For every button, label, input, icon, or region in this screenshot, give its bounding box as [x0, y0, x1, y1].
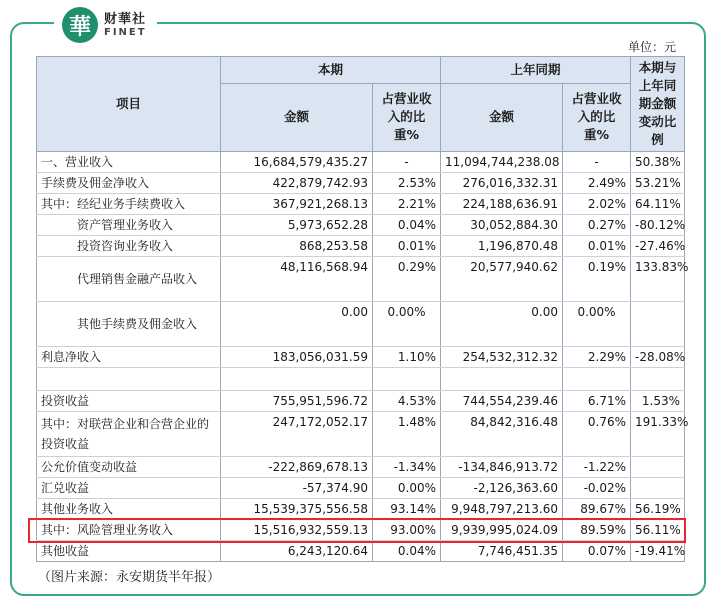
- change-pct: -19.41%: [631, 541, 685, 562]
- prev-share: 0.07%: [563, 541, 631, 562]
- cur-amount: 6,243,120.64: [221, 541, 373, 562]
- table-row: [37, 412, 685, 457]
- header-prior-period: 上年同期: [441, 57, 631, 84]
- cur-amount: -57,374.90: [221, 478, 373, 499]
- prev-amount: 9,939,995,024.09: [441, 520, 563, 541]
- change-pct: 53.21%: [631, 173, 685, 194]
- cur-amount: 15,516,932,559.13: [221, 520, 373, 541]
- cur-share: 1.48%: [373, 412, 441, 457]
- header-prev-amount: 金额: [441, 83, 563, 151]
- row-label: 资产管理业务收入: [37, 215, 221, 236]
- row-label: 其他手续费及佣金收入: [37, 302, 221, 347]
- prev-share: 2.29%: [563, 347, 631, 368]
- change-pct: [631, 302, 685, 347]
- prev-amount: 84,842,316.48: [441, 412, 563, 457]
- row-label: 手续费及佣金净收入: [37, 173, 221, 194]
- prev-amount: 20,577,940.62: [441, 257, 563, 302]
- prev-amount: 744,554,239.46: [441, 391, 563, 412]
- prev-share: 6.71%: [563, 391, 631, 412]
- prev-share: 0.76%: [563, 412, 631, 457]
- cur-amount: 0.00: [221, 302, 373, 347]
- prev-share: 0.27%: [563, 215, 631, 236]
- row-label: 其他收益: [37, 541, 221, 562]
- cur-share: 4.53%: [373, 391, 441, 412]
- row-label: 其他业务收入: [37, 499, 221, 520]
- prev-amount: 254,532,312.32: [441, 347, 563, 368]
- prev-share: 89.59%: [563, 520, 631, 541]
- prev-amount: 7,746,451.35: [441, 541, 563, 562]
- table-row: [37, 347, 685, 368]
- cur-amount: 48,116,568.94: [221, 257, 373, 302]
- table-row-highlighted: [37, 520, 685, 541]
- cur-amount: 183,056,031.59: [221, 347, 373, 368]
- prev-share: 2.02%: [563, 194, 631, 215]
- table-row: [37, 152, 685, 173]
- cur-amount: 422,879,742.93: [221, 173, 373, 194]
- prev-share: 2.49%: [563, 173, 631, 194]
- change-pct: 56.11%: [631, 520, 685, 541]
- cur-amount: -222,869,678.13: [221, 457, 373, 478]
- prev-share: 0.00%: [563, 302, 631, 347]
- change-pct: 191.33%: [631, 412, 685, 457]
- logo-en-text: FINET: [104, 26, 147, 38]
- header-prev-share: 占营业收入的比重%: [563, 83, 631, 151]
- cur-amount: 15,539,375,556.58: [221, 499, 373, 520]
- change-pct: -27.46%: [631, 236, 685, 257]
- image-source-caption: （图片来源：永安期货半年报）: [38, 570, 221, 585]
- change-pct: -28.08%: [631, 347, 685, 368]
- prev-share: 0.19%: [563, 257, 631, 302]
- finet-logo: [54, 6, 157, 44]
- prev-share: 89.67%: [563, 499, 631, 520]
- cur-share: -: [373, 152, 441, 173]
- table-row: [37, 541, 685, 562]
- cur-share: 0.00%: [373, 302, 441, 347]
- header-cur-share: 占营业收入的比重%: [373, 83, 441, 151]
- header-item: 项目: [37, 57, 221, 152]
- cur-share: 93.00%: [373, 520, 441, 541]
- row-label: 一、营业收入: [37, 152, 221, 173]
- logo-cn-text: 财華社: [104, 11, 147, 27]
- table-row: [37, 302, 685, 347]
- prev-amount: 9,948,797,213.60: [441, 499, 563, 520]
- prev-amount: 0.00: [441, 302, 563, 347]
- table-row: [37, 391, 685, 412]
- cur-amount: 868,253.58: [221, 236, 373, 257]
- prev-share: -: [563, 152, 631, 173]
- cur-share: 0.01%: [373, 236, 441, 257]
- prev-amount: 276,016,332.31: [441, 173, 563, 194]
- table-row: [37, 257, 685, 302]
- table-row: [37, 478, 685, 499]
- table-row: [37, 194, 685, 215]
- table-row: [37, 457, 685, 478]
- row-label: 公允价值变动收益: [37, 457, 221, 478]
- cur-share: 1.10%: [373, 347, 441, 368]
- logo-mark-icon: 華: [62, 7, 98, 43]
- cur-share: 93.14%: [373, 499, 441, 520]
- change-pct: 133.83%: [631, 257, 685, 302]
- prev-share: -1.22%: [563, 457, 631, 478]
- cur-amount: 16,684,579,435.27: [221, 152, 373, 173]
- table-row: [37, 236, 685, 257]
- cur-amount: 247,172,052.17: [221, 412, 373, 457]
- change-pct: 1.53%: [631, 391, 685, 412]
- spacer-row: [37, 368, 685, 391]
- cur-share: 0.04%: [373, 215, 441, 236]
- row-label: 利息净收入: [37, 347, 221, 368]
- income-table: [36, 56, 689, 562]
- row-label: 其中：经纪业务手续费收入: [37, 194, 221, 215]
- prev-amount: 1,196,870.48: [441, 236, 563, 257]
- row-label: 其中：风险管理业务收入: [37, 520, 221, 541]
- change-pct: 50.38%: [631, 152, 685, 173]
- table-row: [37, 499, 685, 520]
- change-pct: 64.11%: [631, 194, 685, 215]
- header-change: 本期与上年同期金额变动比例: [631, 57, 685, 152]
- change-pct: [631, 457, 685, 478]
- cur-share: 2.53%: [373, 173, 441, 194]
- prev-amount: 11,094,744,238.08: [441, 152, 563, 173]
- unit-label: 单位：元: [627, 40, 676, 54]
- prev-share: 0.01%: [563, 236, 631, 257]
- prev-amount: -134,846,913.72: [441, 457, 563, 478]
- row-label: 投资咨询业务收入: [37, 236, 221, 257]
- row-label: 投资收益: [37, 391, 221, 412]
- cur-amount: 5,973,652.28: [221, 215, 373, 236]
- change-pct: 56.19%: [631, 499, 685, 520]
- cur-share: 0.00%: [373, 478, 441, 499]
- prev-share: -0.02%: [563, 478, 631, 499]
- cur-amount: 367,921,268.13: [221, 194, 373, 215]
- change-pct: -80.12%: [631, 215, 685, 236]
- change-pct: [631, 478, 685, 499]
- prev-amount: 224,188,636.91: [441, 194, 563, 215]
- row-label: 其中：对联营企业和合营企业的投资收益: [37, 412, 221, 457]
- cur-share: 2.21%: [373, 194, 441, 215]
- prev-amount: -2,126,363.60: [441, 478, 563, 499]
- header-cur-amount: 金额: [221, 83, 373, 151]
- row-label: 代理销售金融产品收入: [37, 257, 221, 302]
- header-current-period: 本期: [221, 57, 441, 84]
- prev-amount: 30,052,884.30: [441, 215, 563, 236]
- row-label: 汇兑收益: [37, 478, 221, 499]
- table-row: [37, 173, 685, 194]
- table-row: [37, 215, 685, 236]
- cur-share: -1.34%: [373, 457, 441, 478]
- cur-share: 0.29%: [373, 257, 441, 302]
- cur-share: 0.04%: [373, 541, 441, 562]
- cur-amount: 755,951,596.72: [221, 391, 373, 412]
